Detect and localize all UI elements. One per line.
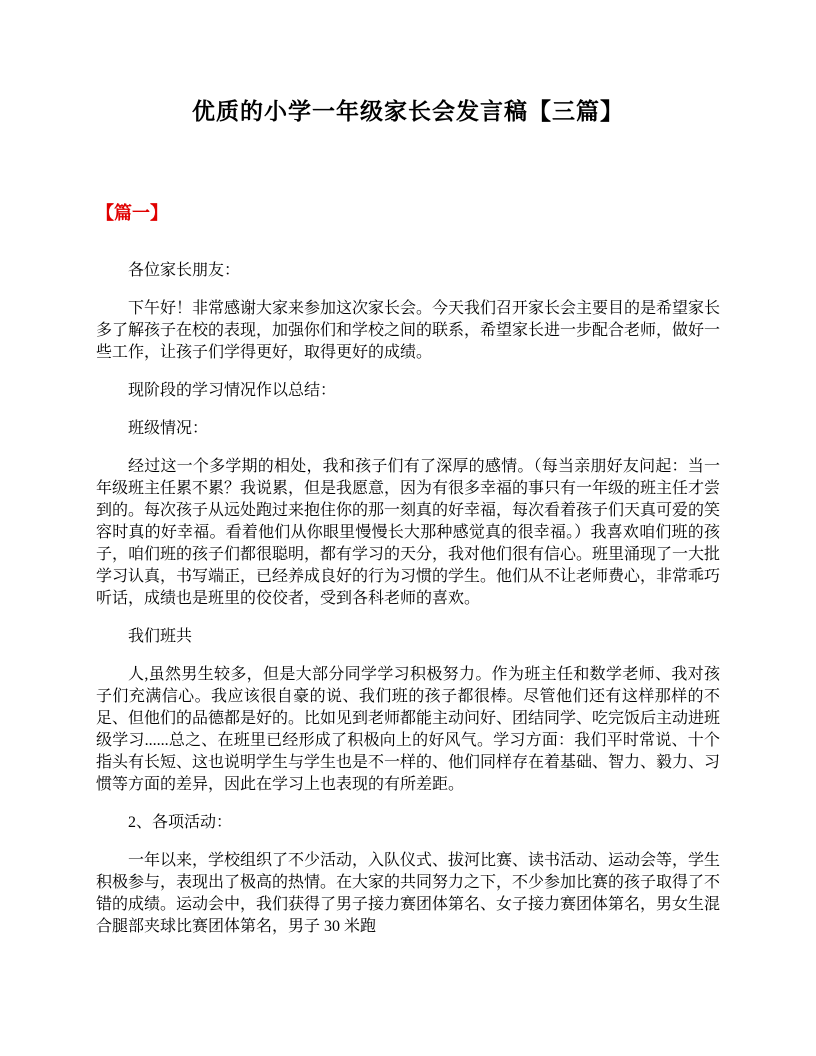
paragraph-class-total: 我们班共 — [128, 628, 193, 645]
paragraph-salutation: 各位家长朋友： — [128, 262, 241, 279]
paragraph-class-heading: 班级情况： — [128, 420, 209, 437]
paragraph-class-detail: 人,虽然男生较多，但是大部分同学学习积极努力。作为班主任和数学老师、我对孩子们充满信心。我应该很自豪的说、我们班的孩子都很棒。尽管他们还有这样那样的不足、但他们的品德都是好的。比如见到老师都能主动问好、团结同学、吃完饭后主动进班级学习......总之、在班里已经形成了积极向上的好风气。学习方面：我们平时常说、十个指头有长短、这也说明学生与学生也是不一样的、他们同样存在着基础、智力、毅力、习惯等方面的差异，因此在学习上也表现的有所差距。 — [96, 666, 721, 793]
paragraph-summary-intro: 现阶段的学习情况作以总结： — [128, 382, 337, 399]
paragraph-activities: 一年以来，学校组织了不少活动，入队仪式、拔河比赛、读书活动、运动会等，学生积极参与，表现出了极高的热情。在大家的共同努力之下，不少参加比赛的孩子取得了不错的成绩。运动会中，我们获得了男子接力赛团体第名、女子接力赛团体第名，男女生混合腿部夹球比赛团体第名，男子 30 米跑 — [96, 852, 721, 935]
section-label-part-one: 【篇一】 — [96, 203, 168, 223]
document-body — [96, 260, 720, 938]
paragraph-greeting: 下午好！非常感谢大家来参加这次家长会。今天我们召开家长会主要目的是希望家长多了解孩子在校的表现，加强你们和学校之间的联系，希望家长进一步配合老师，做好一些工作，让孩子们学得更好，取得更好的成绩。 — [96, 300, 721, 361]
paragraph-class-situation: 经过这一个多学期的相处，我和孩子们有了深厚的感情。（每当亲朋好友问起：当一年级班主任累不累？我说累，但是我愿意，因为有很多幸福的事只有一年级的班主任才尝到的。每次孩子从远处跑过来抱住你的那一刻真的好幸福，每次看着孩子们天真可爱的笑容时真的好幸福。看着他们从你眼里慢慢长大那种感觉真的很幸福。）我喜欢咱们班的孩子，咱们班的孩子们都很聪明，都有学习的天分，我对他们很有信心。班里涌现了一大批学习认真，书写端正，已经养成良好的行为习惯的学生。他们从不让老师费心，非常乖巧听话，成绩也是班里的佼佼者，受到各科老师的喜欢。 — [96, 458, 721, 607]
document-title: 优质的小学一年级家长会发言稿【三篇】 — [192, 98, 624, 124]
paragraph-activities-head: 2、各项活动： — [128, 814, 233, 831]
